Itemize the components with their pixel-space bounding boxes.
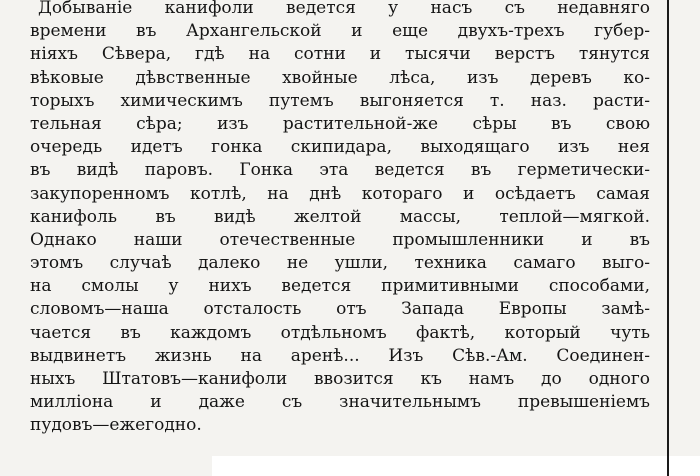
text-line: Однако наши отечественные промышленники и въ [30, 229, 650, 250]
text-line: Добываніе канифоли ведется у насъ съ недавняго [38, 0, 650, 18]
text-line: канифоль въ видѣ желтой массы, теплой—мягкой. [30, 206, 650, 227]
text-line: торыхъ химическимъ путемъ выгоняется т. наз. расти- [30, 90, 650, 111]
text-line: въ видѣ паровъ. Гонка эта ведется въ герметически- [30, 160, 650, 181]
text-line: пудовъ—ежегодно. [30, 415, 202, 436]
text-line: чается въ каждомъ отдѣльномъ фактѣ, который чуть [30, 322, 650, 343]
text-line: на смолы у нихъ ведется примитивными способами, [30, 276, 650, 297]
text-line: этомъ случаѣ далеко не ушли, техника самаго выго- [30, 253, 650, 274]
text-line: милліона и даже съ значительнымъ превышеніемъ [30, 392, 650, 413]
text-line: закупоренномъ котлѣ, на днѣ котораго и осѣдаетъ самая [30, 183, 650, 204]
text-line: очередь идетъ гонка скипидара, выходящаго изъ нея [30, 137, 650, 158]
text-line: ніяхъ Сѣвера, гдѣ на сотни и тысячи верстъ тянутся [30, 44, 650, 65]
text-line: ныхъ Штатовъ—канифоли ввозится къ намъ до одного [30, 369, 650, 389]
text-line: словомъ—наша отсталость отъ Запада Европы замѣ- [30, 299, 650, 320]
text-line: вѣковые дѣвственные хвойные лѣса, изъ деревъ ко- [30, 67, 650, 88]
text-line: тельная сѣра; изъ растительной-же сѣры въ свою [30, 113, 650, 134]
vertical-rule [667, 0, 669, 476]
body-text [30, 0, 650, 438]
blank-margin [212, 456, 700, 476]
text-line: выдвинетъ жизнь на аренѣ... Изъ Сѣв.-Ам. Соединен- [30, 345, 650, 366]
text-line: времени въ Архангельской и еще двухъ-трехъ губер- [30, 21, 650, 42]
